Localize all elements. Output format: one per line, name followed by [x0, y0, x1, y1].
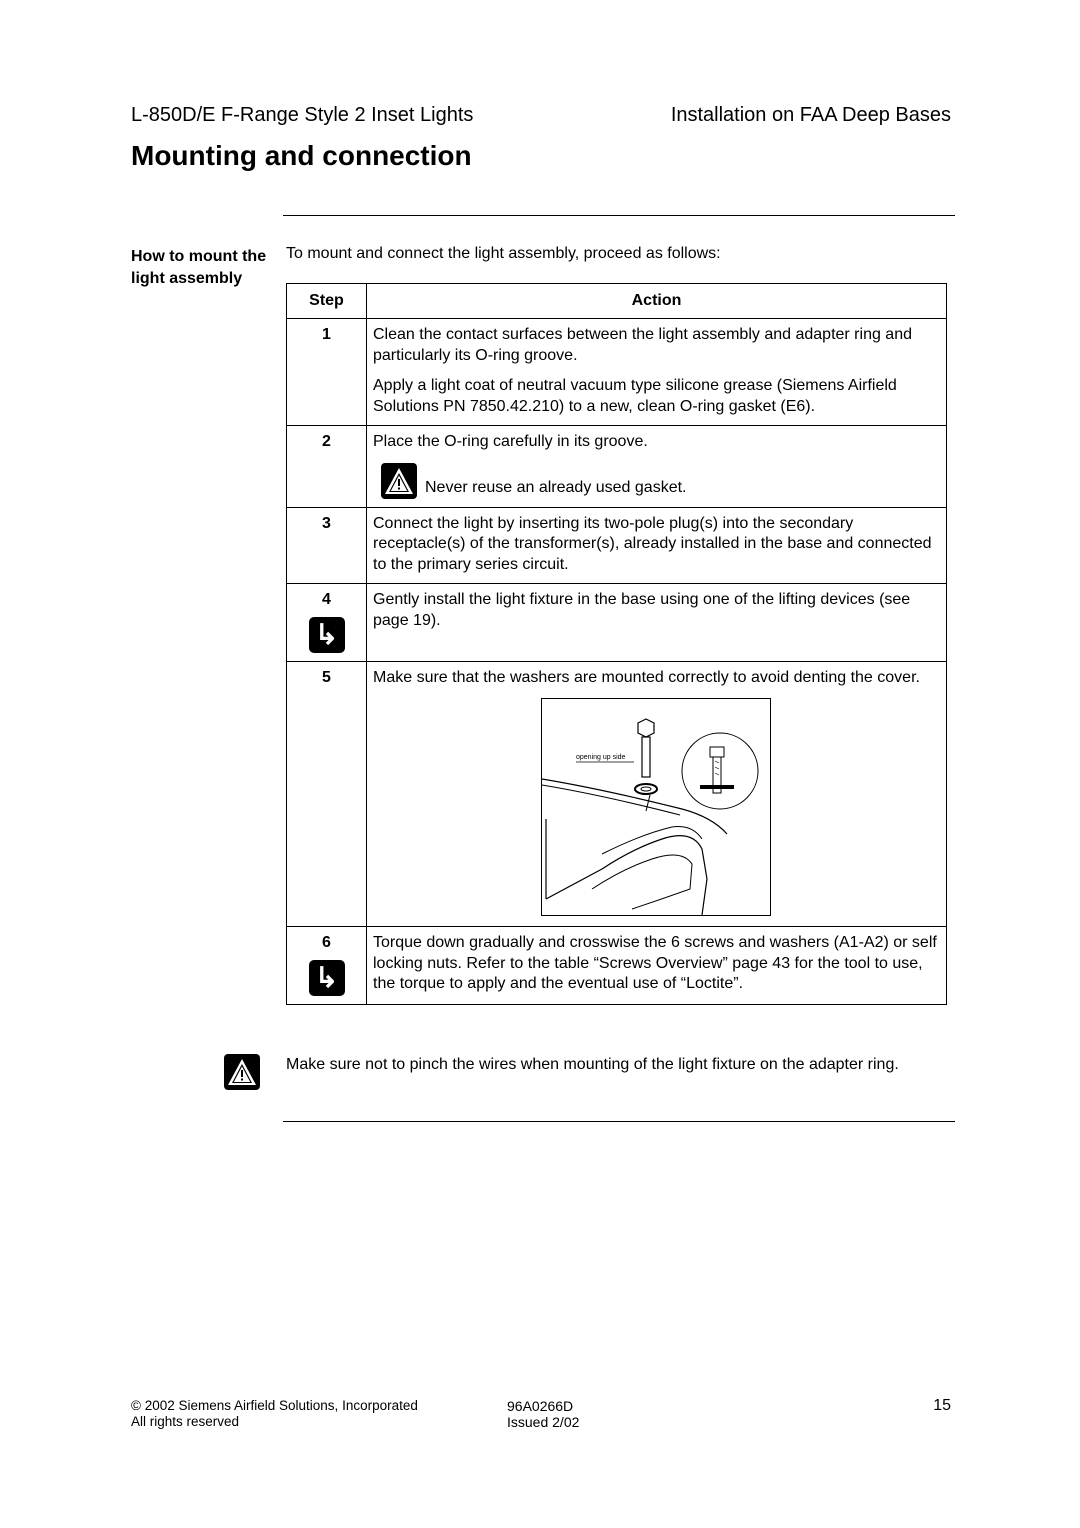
table-row — [287, 927, 947, 1005]
inline-warning — [373, 463, 940, 499]
action-text: Place the O-ring carefully in its groove. — [373, 433, 648, 450]
footer-document — [507, 1398, 579, 1430]
table-row — [287, 584, 947, 662]
step-number-text: 6 — [322, 934, 331, 951]
footer-copyright — [131, 1398, 418, 1430]
table-row — [287, 661, 947, 927]
action-text: Connect the light by inserting its two-pole plug(s) into the secondary receptacle(s) of the transformer(s), already installed in the base and connected to the primary series circuit. — [373, 514, 932, 573]
step-number-text: 2 — [322, 433, 331, 450]
table-row — [287, 319, 947, 426]
column-header-step: Step — [287, 284, 367, 319]
step-number-text: 3 — [322, 514, 331, 532]
warning-triangle-icon — [381, 463, 417, 499]
step-number — [287, 661, 367, 927]
copyright-text: © 2002 Siemens Airfield Solutions, Incorporated — [131, 1398, 418, 1413]
washer-diagram — [542, 699, 770, 915]
issued-date: Issued 2/02 — [507, 1414, 580, 1430]
step-number — [287, 426, 367, 508]
arrow-reference-icon: ↳ — [309, 960, 345, 996]
page-number: 15 — [933, 1397, 951, 1414]
bottom-warning-text: Make sure not to pinch the wires when mounting of the light fixture on the adapter ring. — [286, 1056, 899, 1073]
step-number-text: 4 — [322, 591, 331, 608]
side-label: How to mount the light assembly — [131, 248, 267, 287]
step-number — [287, 319, 367, 426]
warning-text: Never reuse an already used gasket. — [425, 479, 687, 496]
table-row — [287, 507, 947, 584]
action-text: Apply a light coat of neutral vacuum type silicone grease (Siemens Airfield Solutions PN 7850.42.210) to a new, clean O-ring gasket (E6). — [373, 377, 897, 415]
action-cell — [367, 927, 947, 1005]
header-section: Installation on FAA Deep Bases — [670, 104, 951, 126]
warning-triangle-icon — [224, 1054, 260, 1090]
rights-text: All rights reserved — [131, 1414, 240, 1429]
action-text: Clean the contact surfaces between the light assembly and adapter ring and particularly its O-ring groove. — [373, 326, 912, 364]
step-number — [287, 507, 367, 584]
bottom-divider — [283, 1121, 955, 1122]
action-cell — [367, 661, 947, 927]
arrow-reference-icon: ↳ — [309, 617, 345, 653]
step-number-text: 1 — [322, 326, 331, 343]
action-cell — [367, 584, 947, 662]
top-divider — [283, 215, 955, 216]
table-row — [287, 426, 947, 508]
action-cell — [367, 507, 947, 584]
steps-table — [286, 283, 947, 1005]
action-text: Make sure that the washers are mounted correctly to avoid denting the cover. — [373, 668, 920, 686]
step-number — [287, 927, 367, 1005]
table-header-row — [287, 284, 947, 319]
header-product: L-850D/E F-Range Style 2 Inset Lights — [131, 104, 474, 126]
washer-mounting-figure — [541, 698, 771, 916]
action-cell — [367, 319, 947, 426]
intro-text: To mount and connect the light assembly, proceed as follows: — [286, 245, 721, 262]
action-cell — [367, 426, 947, 508]
doc-number: 96A0266D — [507, 1398, 574, 1414]
step-number-text: 5 — [322, 668, 331, 686]
step-number — [287, 584, 367, 662]
figure-label: opening up side — [576, 754, 626, 761]
action-text: Torque down gradually and crosswise the 6 screws and washers (A1-A2) or self locking nuts. Refer to the table “Screws Overview” page 43 for the tool to use, the torque to apply and the eventual use of “Loctite”. — [373, 934, 937, 992]
action-text: Gently install the light fixture in the base using one of the lifting devices (see page 19). — [373, 591, 911, 629]
column-header-action: Action — [367, 284, 947, 319]
page-title: Mounting and connection — [131, 140, 472, 171]
